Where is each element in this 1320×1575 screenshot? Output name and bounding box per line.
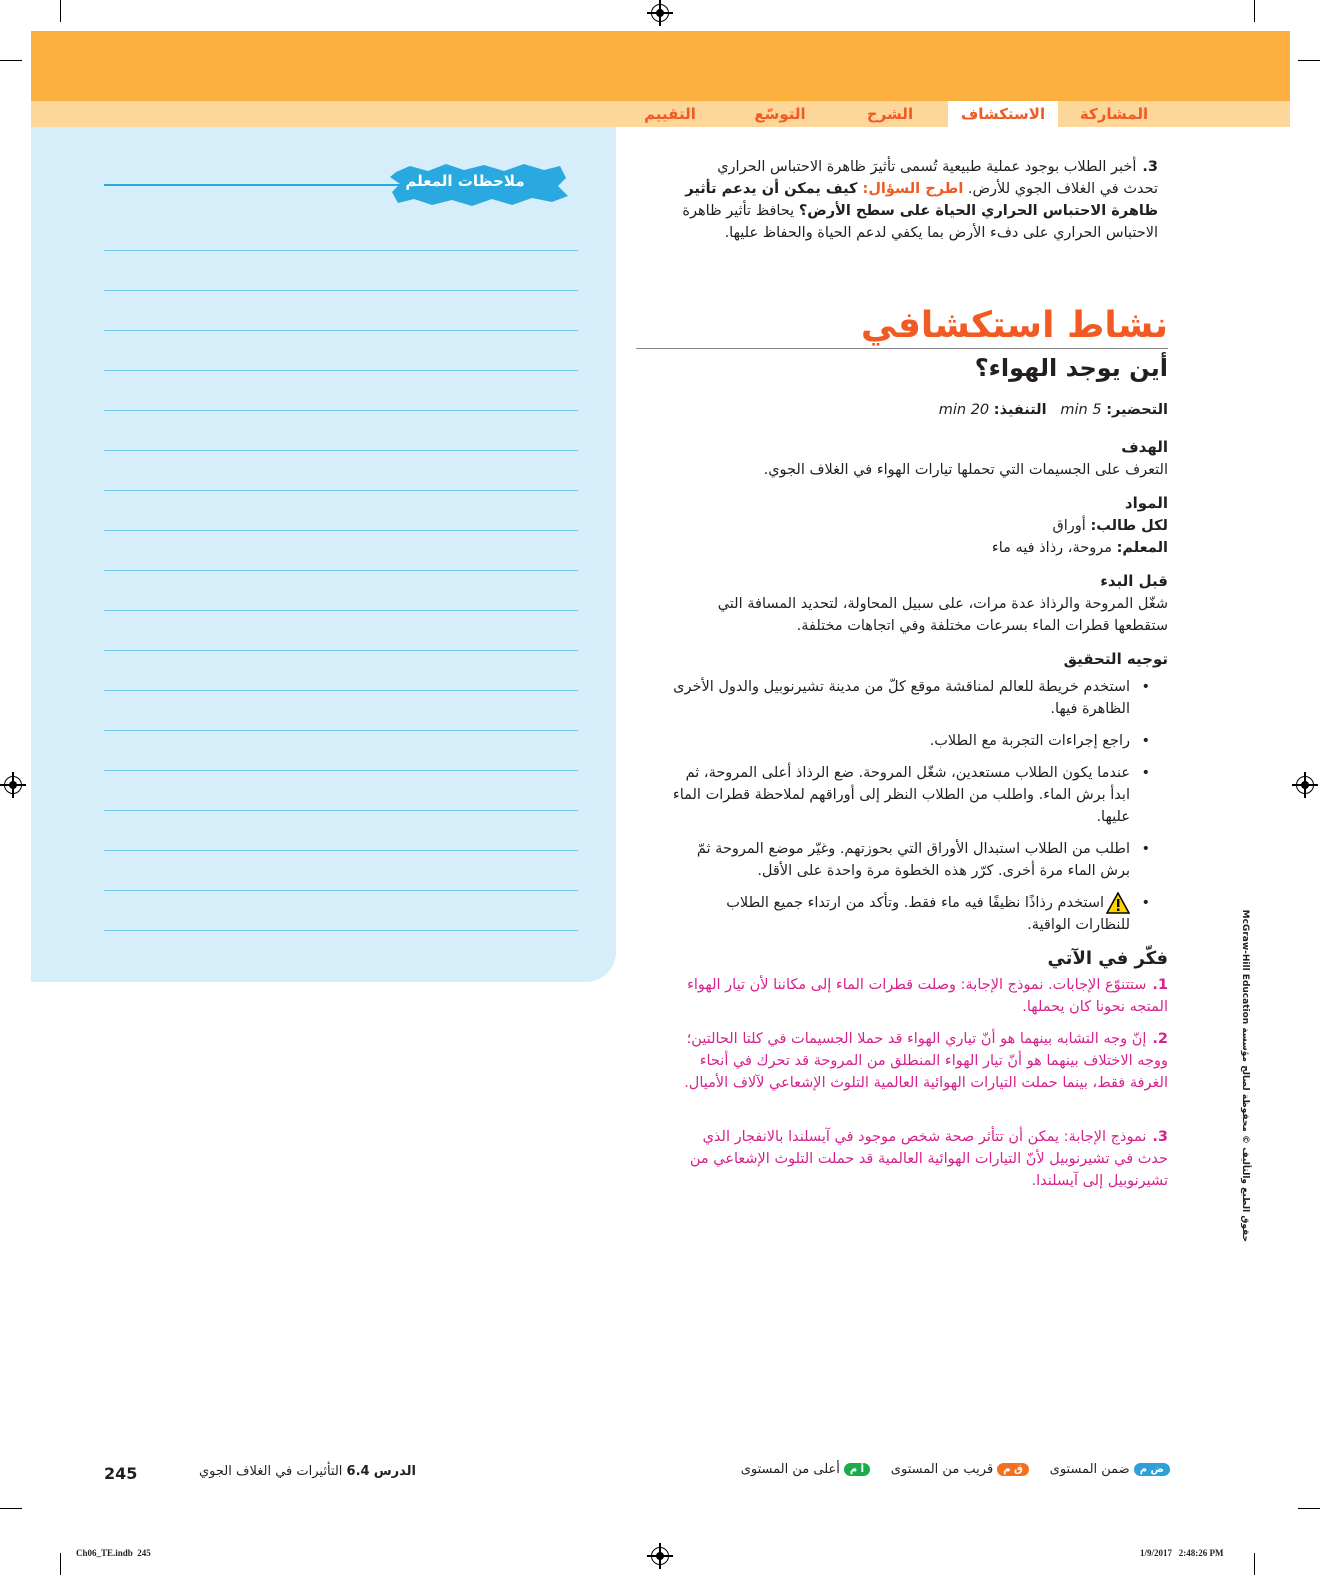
list-item: • عندما يكون الطلاب مستعدين، شغّل المروحة. ضع الرذاذ أعلى المروحة، ثم ابدأ برش الماء. واطلب من الطلاب النظر إلى أوراقهم لملاحظة قطرات الماء عليها. [672,762,1152,828]
note-line [104,370,578,371]
note-line [104,410,578,411]
notes-title-rule [104,184,404,186]
prep-label: التحضير: [1106,402,1168,418]
level-label-approaching: قريب من المستوى [890,1462,994,1477]
note-line [104,570,578,571]
teacher-label: المعلم: [1116,540,1168,556]
lesson-footer [160,1464,416,1479]
note-line [104,730,578,731]
answer-number: 3. [1152,1129,1168,1145]
safety-text: استخدم رذاذًا نظيفًا فيه ماء فقط. وتأكد من ارتداء جميع الطلاب للنظارات الواقية. [726,895,1130,933]
crop-mark [0,60,22,61]
warning-icon [1106,892,1130,914]
page-number: 245 [104,1464,138,1483]
intro-question: كيف يمكن أن يدعم تأثير ظاهرة الاحتباس الحراري الحياة على سطح الأرض؟ [685,181,1158,219]
registration-mark-icon [651,4,669,22]
list-item-safety [672,892,1152,936]
note-line [104,330,578,331]
guide-bullets [672,676,1152,946]
materials-student [800,515,1168,537]
registration-mark-icon [1296,776,1314,794]
lesson-title: التأثيرات في الغلاف الجوي [199,1464,343,1479]
activity-title: أين يوجد الهواء؟ [974,354,1168,382]
answer-text: نموذج الإجابة: يمكن أن تتأثر صحة شخص موجود في آيسلندا بالانفجار الذي حدث في تشيرنوبيل لأنّ التيارات الهوائية العالمية قد حملت التلوث الإشعاعي من تشيرنوبيل إلى آيسلندا. [689,1129,1168,1189]
tab-explore[interactable]: الاستكشاف [948,101,1058,127]
registration-mark-icon [4,776,22,794]
tab-elaborate[interactable]: التوسّع [754,105,806,123]
activity-timing [820,402,1168,418]
tab-explain[interactable]: الشرح [866,105,914,123]
think-label: فكّر في الآتي [1047,948,1168,969]
slug-file: Ch06_TE.indb 245 [76,1548,151,1558]
lesson-number: 6.4 [346,1464,370,1479]
materials-teacher [800,537,1168,559]
goal-label: الهدف [1121,438,1168,456]
note-line [104,890,578,891]
student-label: لكل طالب: [1090,518,1168,534]
note-line [104,690,578,691]
exec-label: التنفيذ: [993,402,1047,418]
note-line [104,290,578,291]
tab-evaluate[interactable]: التقييم [644,105,696,123]
before-label: قبل البدء [1100,572,1168,590]
teacher-items: مروحة، رذاذ فيه ماء [991,540,1117,556]
header-banner [31,31,1290,101]
level-badge-approaching: ق م [997,1463,1029,1476]
note-line [104,770,578,771]
note-line [104,850,578,851]
note-line [104,930,578,931]
answer-item [680,974,1168,1018]
intro-step [680,156,1158,244]
crop-mark [60,0,61,22]
answer-item [668,1028,1168,1094]
crop-mark [1298,1508,1320,1509]
prep-time: 5 min [1060,402,1102,418]
answer-number: 1. [1152,977,1168,993]
answer-item [676,1126,1168,1192]
note-line [104,650,578,651]
list-item: • اطلب من الطلاب استبدال الأوراق التي بحوزتهم. وغيّر موضع المروحة ثمّ برش الماء مرة أخرى. كرّر هذه الخطوة مرة واحدة على الأقل. [672,838,1152,882]
crop-mark [1254,1553,1255,1575]
answer-text: ستتنوّع الإجابات. نموذج الإجابة: وصلت قطرات الماء إلى مكاننا لأن تيار الهواء المتجه نحونا كان يحملها. [687,977,1168,1015]
guide-label: توجيه التحقيق [1063,650,1168,668]
answer-number: 2. [1152,1031,1168,1047]
activity-heading: نشاط استكشافي [860,305,1168,346]
note-line [104,250,578,251]
crop-mark [1298,60,1320,61]
note-line [104,810,578,811]
note-line [104,490,578,491]
level-label-on: ضمن المستوى [1049,1462,1130,1477]
note-line [104,530,578,531]
crop-mark [0,1508,22,1509]
crop-mark [1254,0,1255,22]
teacher-notes-title: ملاحظات المعلم [405,172,525,190]
intro-step-number: 3. [1142,159,1158,175]
list-item: • راجع إجراءات التجربة مع الطلاب. [672,730,1152,752]
intro-text: أخبر الطلاب بوجود عملية طبيعية تُسمى تأثيرَ ظاهرة الاحتباس الحراري تحدث في الغلاف الجوي للأرض. [717,159,1158,197]
registration-mark-icon [651,1547,669,1565]
copyright-notice: حقوق الطبع والتأليف © محفوظة لصالح مؤسسة McGraw-Hill Education [1240,909,1250,1242]
intro-answer: يحافظ تأثير ظاهرة الاحتباس الحراري على دفء الأرض بما يكفي لدعم الحياة والحفاظ عليها. [682,203,1158,241]
goal-text: التعرف على الجسيمات التي تحملها تيارات الهواء في الغلاف الجوي. [763,462,1168,478]
level-legend [680,1462,1170,1477]
lesson-label: الدرس [373,1464,416,1479]
level-label-beyond: أعلى من المستوى [740,1462,840,1477]
before-text: شغّل المروحة والرذاذ عدة مرات، على سبيل المحاولة، لتحديد المسافة التي ستقطعها قطرات الماء بسرعات مختلفة وفي اتجاهات مختلفة. [717,596,1168,634]
exec-time: 20 min [938,402,990,418]
note-line [104,450,578,451]
level-badge-on: ض م [1134,1463,1170,1476]
student-items: أوراق [1052,518,1091,534]
answer-text: إنّ وجه التشابه بينهما هو أنّ تياري الهواء قد حملا الجسيمات في كلتا الحالتين؛ ووجه الاختلاف بينهما هو أنّ تيار الهواء المنطلق من المروحة قد تحرك في أنحاء الغرفة فقط، بينما حملت التيارات الهوائية العالمية التلوث الإشعاعي لآلاف الأميال. [684,1031,1168,1091]
note-line [104,610,578,611]
tab-engage[interactable]: المشاركة [1079,105,1149,123]
teacher-notes-panel [31,127,616,982]
level-badge-beyond: أ م [844,1463,870,1476]
slug-timestamp: 1/9/2017 2:48:26 PM [1140,1548,1224,1558]
list-item: • استخدم خريطة للعالم لمناقشة موقع كلّ من مدينة تشيرنوبيل والدول الأخرى الظاهرة فيها. [672,676,1152,720]
materials-label: المواد [1124,494,1168,512]
activity-heading-rule [636,348,1168,349]
crop-mark [60,1553,61,1575]
ask-question-label: اطرح السؤال: [862,181,964,197]
